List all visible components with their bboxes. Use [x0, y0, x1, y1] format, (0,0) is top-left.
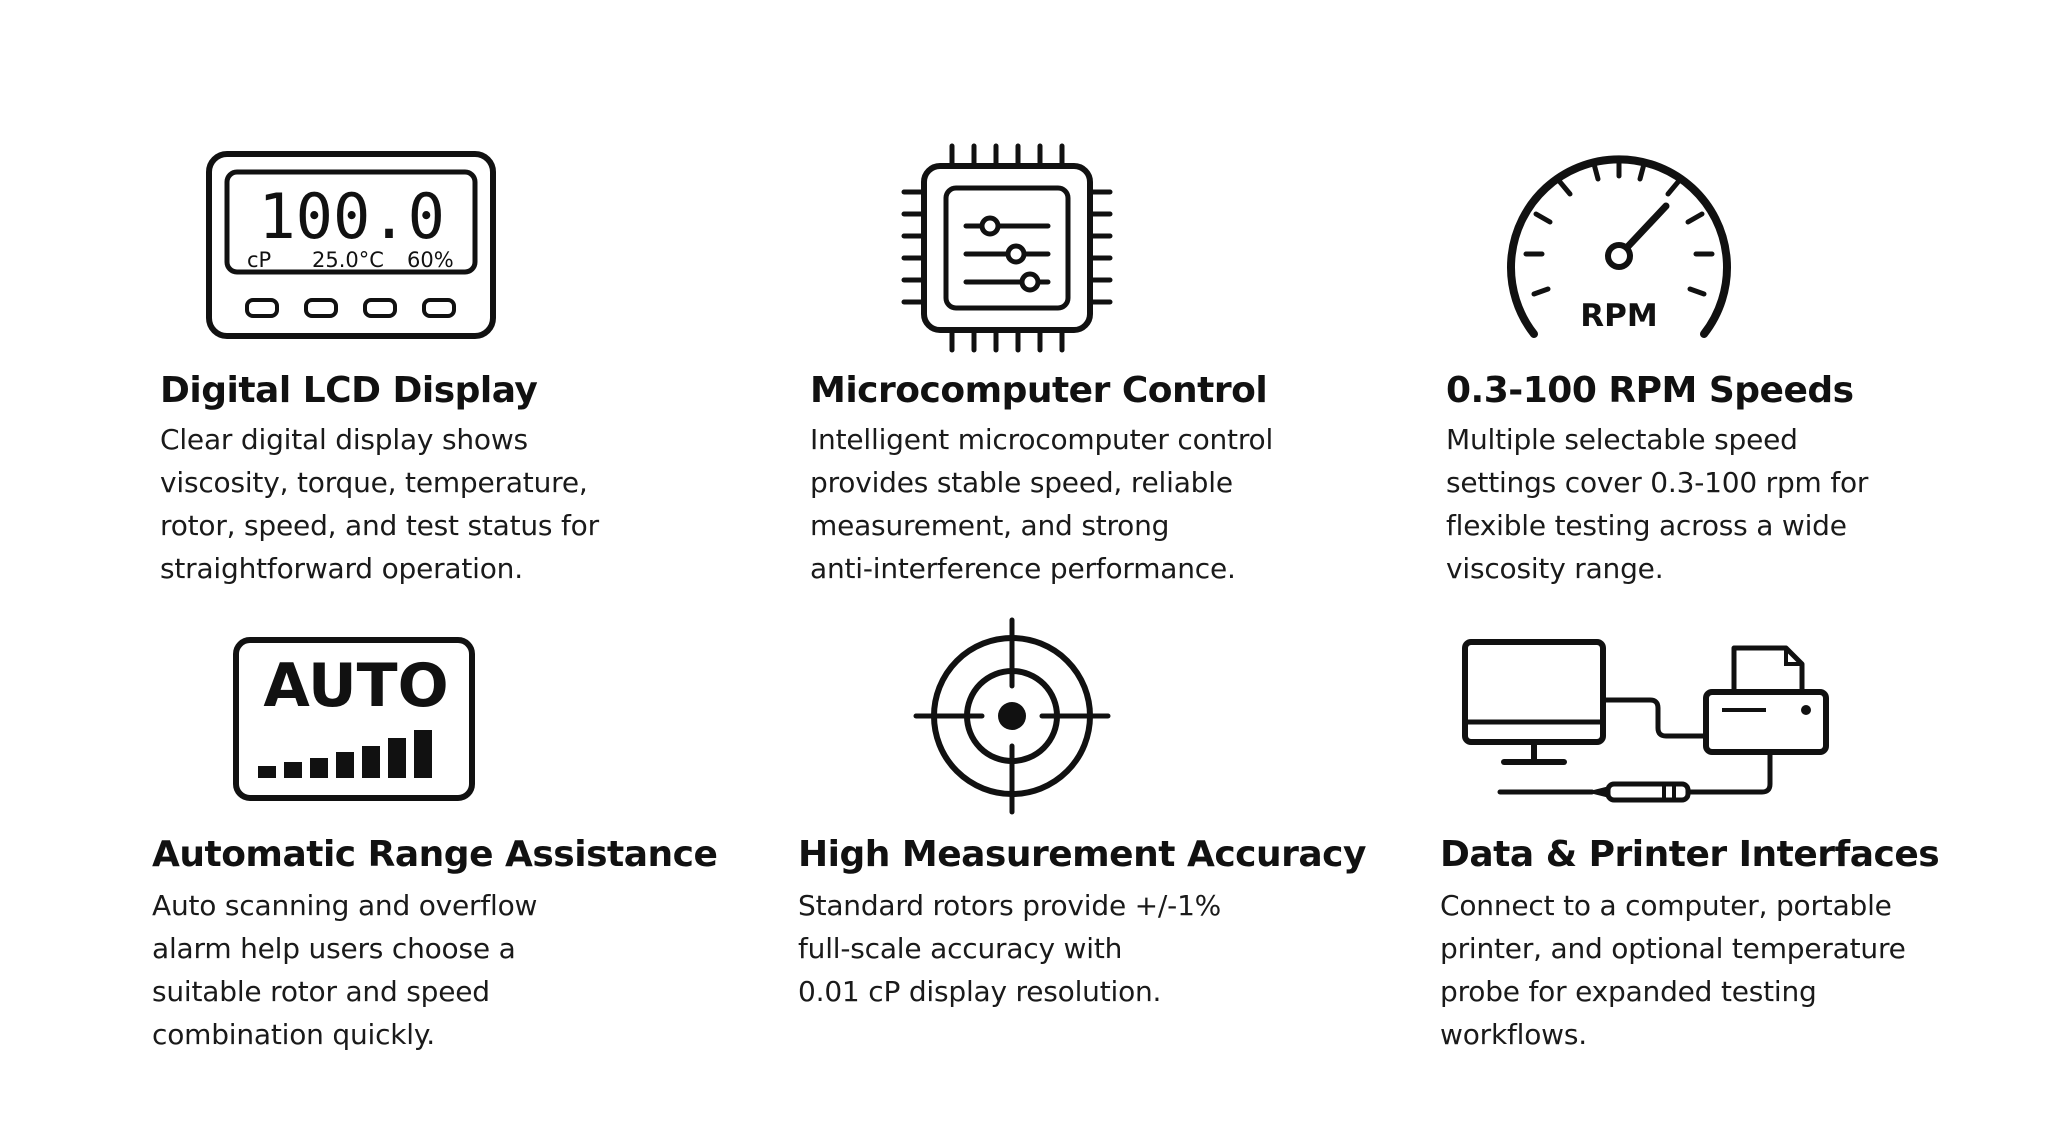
computer-monitor-icon	[1465, 642, 1603, 762]
lcd-reading: 100.0	[258, 180, 445, 253]
temperature-probe-icon	[1500, 784, 1688, 800]
feature-description	[810, 418, 1370, 590]
feature-description-line: provides stable speed, reliable	[810, 466, 1233, 499]
feature-title: Digital LCD Display	[160, 370, 538, 411]
feature-description-line: straightforward operation.	[160, 552, 523, 585]
lcd-button-3	[365, 300, 395, 316]
speedometer-icon	[1506, 144, 1732, 344]
auto-label: AUTO	[263, 651, 449, 721]
feature-description-line: 0.01 cP display resolution.	[798, 975, 1162, 1008]
feature-description-line: full-scale accuracy with	[798, 932, 1123, 965]
feature-description-line: combination quickly.	[152, 1018, 435, 1051]
feature-description-line: rotor, speed, and test status for	[160, 509, 599, 542]
feature-microcomputer-control	[810, 140, 1370, 600]
feature-title: High Measurement Accuracy	[798, 834, 1366, 875]
feature-description	[798, 884, 1358, 1013]
feature-rpm-speeds	[1446, 140, 2006, 600]
feature-description	[1440, 884, 2000, 1056]
feature-automatic-range-assistance	[152, 632, 718, 1082]
microchip-sliders-icon	[900, 140, 1114, 355]
feature-description-line: flexible testing across a wide	[1446, 509, 1847, 542]
feature-description-line: anti-interference performance.	[810, 552, 1236, 585]
feature-digital-lcd-display	[160, 140, 720, 600]
computer-printer-probe-icon	[1460, 638, 1830, 818]
lcd-temperature: 25.0°C	[312, 248, 384, 272]
feature-description-line: Multiple selectable speed	[1446, 423, 1798, 456]
feature-description-line: Standard rotors provide +/-1%	[798, 889, 1222, 922]
lcd-display-icon	[205, 150, 505, 350]
feature-description	[160, 418, 720, 590]
feature-description-line: viscosity, torque, temperature,	[160, 466, 588, 499]
feature-title: Microcomputer Control	[810, 370, 1268, 411]
feature-description-line: Clear digital display shows	[160, 423, 528, 456]
feature-description-line: suitable rotor and speed	[152, 975, 490, 1008]
printer-icon	[1706, 648, 1826, 752]
feature-description	[152, 884, 712, 1056]
feature-description-line: alarm help users choose a	[152, 932, 516, 965]
lcd-button-1	[247, 300, 277, 316]
feature-data-printer-interfaces	[1440, 628, 2000, 1058]
feature-title: Automatic Range Assistance	[152, 834, 718, 875]
feature-description-line: measurement, and strong	[810, 509, 1170, 542]
feature-description-line: Auto scanning and overflow	[152, 889, 538, 922]
lcd-button-4	[424, 300, 454, 316]
auto-range-icon	[232, 636, 478, 804]
target-crosshair-icon	[912, 616, 1112, 816]
feature-title: Data & Printer Interfaces	[1440, 834, 1940, 875]
lcd-button-2	[306, 300, 336, 316]
lcd-percent: 60%	[407, 248, 454, 272]
feature-description-line: workflows.	[1440, 1018, 1587, 1051]
feature-description-line: printer, and optional temperature	[1440, 932, 1906, 965]
speedometer-label: RPM	[1580, 298, 1658, 334]
feature-description-line: settings cover 0.3-100 rpm for	[1446, 466, 1869, 499]
feature-description-line: probe for expanded testing	[1440, 975, 1817, 1008]
feature-description-line: viscosity range.	[1446, 552, 1664, 585]
feature-description-line: Intelligent microcomputer control	[810, 423, 1274, 456]
lcd-unit: cP	[247, 248, 272, 272]
feature-high-measurement-accuracy	[798, 616, 1366, 1036]
feature-title: 0.3-100 RPM Speeds	[1446, 370, 1854, 411]
feature-description	[1446, 418, 2006, 590]
feature-description-line: Connect to a computer, portable	[1440, 889, 1892, 922]
